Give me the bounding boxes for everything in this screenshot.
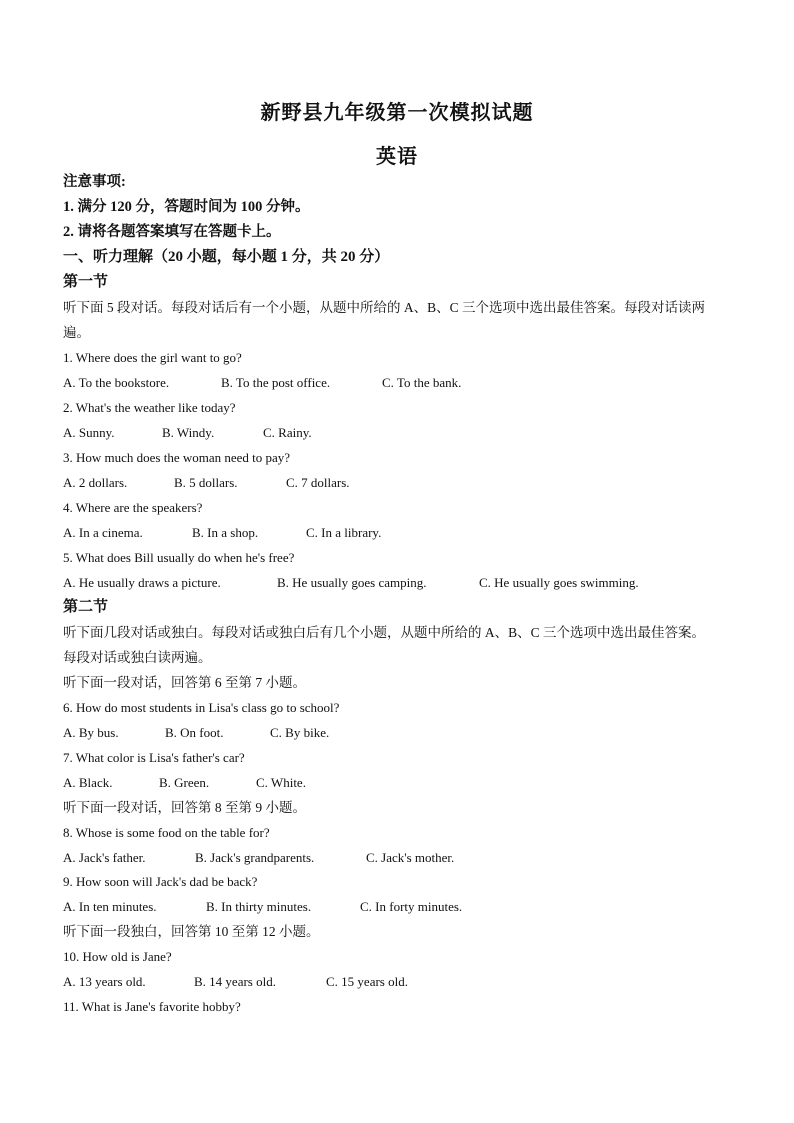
section1-heading: 第一节 bbox=[63, 274, 109, 290]
option-a: A. He usually draws a picture. bbox=[63, 575, 221, 590]
question-8-options bbox=[63, 850, 454, 866]
question-1: 1. Where does the girl want to go? bbox=[63, 350, 242, 365]
option-a: A. In ten minutes. bbox=[63, 899, 157, 914]
option-c: C. White. bbox=[256, 775, 306, 790]
question-6-options bbox=[63, 725, 329, 741]
notes-heading: 注意事项: bbox=[63, 174, 126, 190]
option-c: C. By bike. bbox=[270, 725, 330, 740]
question-10-options bbox=[63, 974, 408, 990]
question-7-options bbox=[63, 775, 306, 791]
option-b: B. Green. bbox=[159, 775, 210, 790]
monologue-lead-10-12: 听下面一段独白，回答第 10 至第 12 小题。 bbox=[63, 924, 320, 939]
option-a: A. To the bookstore. bbox=[63, 375, 170, 390]
question-4: 4. Where are the speakers? bbox=[63, 500, 203, 515]
option-c: C. To the bank. bbox=[382, 375, 462, 390]
question-1-options bbox=[63, 375, 461, 391]
option-b: B. On foot. bbox=[165, 725, 224, 740]
option-a: A. By bus. bbox=[63, 725, 119, 740]
question-3: 3. How much does the woman need to pay? bbox=[63, 450, 291, 465]
question-8: 8. Whose is some food on the table for? bbox=[63, 825, 270, 840]
question-9: 9. How soon will Jack's dad be back? bbox=[63, 874, 258, 889]
question-7: 7. What color is Lisa's father's car? bbox=[63, 750, 245, 765]
option-b: B. 14 years old. bbox=[194, 974, 276, 989]
option-b: B. 5 dollars. bbox=[174, 475, 238, 490]
question-9-options bbox=[63, 899, 462, 915]
option-b: B. To the post office. bbox=[221, 375, 331, 390]
option-a: A. 13 years old. bbox=[63, 974, 146, 989]
option-c: C. In forty minutes. bbox=[360, 899, 463, 914]
dialogue-lead-6-7: 听下面一段对话，回答第 6 至第 7 小题。 bbox=[63, 675, 306, 690]
part1-heading: 一、听力理解（20 小题，每小题 1 分，共 20 分） bbox=[63, 249, 390, 265]
option-c: C. 7 dollars. bbox=[286, 475, 350, 490]
question-2: 2. What's the weather like today? bbox=[63, 400, 236, 415]
option-c: C. Rainy. bbox=[263, 425, 312, 440]
question-6: 6. How do most students in Lisa's class go to school? bbox=[63, 700, 340, 715]
note-item-2: 2. 请将各题答案填写在答题卡上。 bbox=[63, 224, 281, 240]
question-10: 10. How old is Jane? bbox=[63, 949, 172, 964]
option-b: B. He usually goes camping. bbox=[277, 575, 427, 590]
dialogue-lead-8-9: 听下面一段对话，回答第 8 至第 9 小题。 bbox=[63, 800, 306, 815]
option-c: C. He usually goes swimming. bbox=[479, 575, 639, 590]
option-a: A. Sunny. bbox=[63, 425, 115, 440]
section2-heading: 第二节 bbox=[63, 599, 109, 615]
question-11: 11. What is Jane's favorite hobby? bbox=[63, 999, 241, 1014]
option-a: A. Black. bbox=[63, 775, 113, 790]
question-2-options bbox=[63, 425, 312, 441]
question-3-options bbox=[63, 475, 350, 491]
question-5-options bbox=[63, 575, 639, 591]
option-b: B. In thirty minutes. bbox=[206, 899, 312, 914]
section1-instructions-cont: 遍。 bbox=[63, 325, 90, 340]
option-b: B. In a shop. bbox=[192, 525, 259, 540]
question-4-options bbox=[63, 525, 381, 541]
option-a: A. 2 dollars. bbox=[63, 475, 128, 490]
option-a: A. In a cinema. bbox=[63, 525, 143, 540]
section1-instructions: 听下面 5 段对话。每段对话后有一个小题，从题中所给的 A、B、C 三个选项中选出最佳答案。每段对话读两 bbox=[63, 300, 706, 315]
section2-instructions: 听下面几段对话或独白。每段对话或独白后有几个小题，从题中所给的 A、B、C 三个选项中选出最佳答案。 bbox=[63, 625, 706, 640]
exam-title: 新野县九年级第一次模拟试题 bbox=[260, 102, 534, 124]
note-item-1: 1. 满分 120 分，答题时间为 100 分钟。 bbox=[63, 199, 310, 215]
option-b: B. Jack's grandparents. bbox=[195, 850, 315, 865]
option-b: B. Windy. bbox=[162, 425, 215, 440]
option-a: A. Jack's father. bbox=[63, 850, 146, 865]
question-5: 5. What does Bill usually do when he's free? bbox=[63, 550, 295, 565]
exam-subject: 英语 bbox=[376, 146, 418, 168]
option-c: C. 15 years old. bbox=[326, 974, 408, 989]
option-c: C. Jack's mother. bbox=[366, 850, 455, 865]
section2-instructions-cont: 每段对话或独白读两遍。 bbox=[63, 650, 212, 665]
option-c: C. In a library. bbox=[306, 525, 382, 540]
